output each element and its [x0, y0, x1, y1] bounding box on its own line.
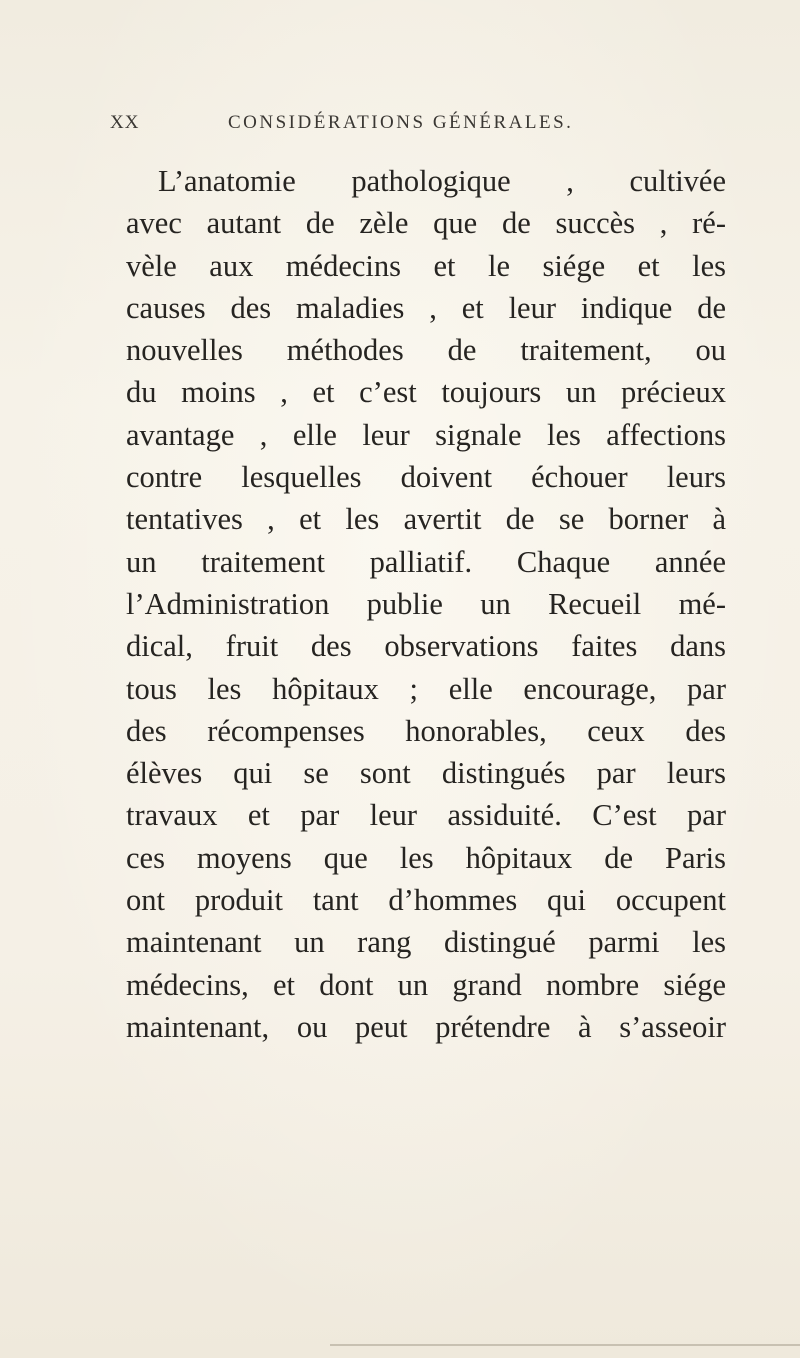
- text-line: l’Administration publie un Recueil mé-: [126, 586, 726, 621]
- running-title: CONSIDÉRATIONS GÉNÉRALES.: [228, 112, 574, 133]
- text-line: ont produit tant d’hommes qui occupent: [126, 883, 726, 918]
- text-line: avec autant de zèle que de succès , ré-: [126, 206, 726, 241]
- page-edge-rule: [330, 1344, 800, 1346]
- text-line: dical, fruit des observations faites dans: [126, 629, 726, 664]
- text-line: vèle aux médecins et le siége et les: [126, 248, 726, 283]
- text-line: du moins , et c’est toujours un précieux: [126, 375, 726, 410]
- text-line: tous les hôpitaux ; elle encourage, par: [126, 671, 726, 706]
- running-head: [110, 112, 710, 140]
- text-line: des récompenses honorables, ceux des: [126, 713, 726, 748]
- text-line: maintenant, ou peut prétendre à s’asseoir: [126, 1009, 726, 1044]
- text-line: contre lesquelles doivent échouer leurs: [126, 460, 726, 495]
- text-line: travaux et par leur assiduité. C’est par: [126, 798, 726, 833]
- body-paragraph: [126, 160, 726, 1048]
- text-line: médecins, et dont un grand nombre siége: [126, 967, 726, 1002]
- page-number: XX: [110, 112, 140, 133]
- text-line: tentatives , et les avertit de se borner à: [126, 502, 726, 537]
- text-line: maintenant un rang distingué parmi les: [126, 925, 726, 960]
- text-line: ces moyens que les hôpitaux de Paris: [126, 840, 726, 875]
- text-line: nouvelles méthodes de traitement, ou: [126, 333, 726, 368]
- text-line: L’anatomie pathologique , cultivée: [158, 164, 726, 198]
- text-line: un traitement palliatif. Chaque année: [126, 544, 726, 579]
- text-line: causes des maladies , et leur indique de: [126, 290, 726, 325]
- text-line: avantage , elle leur signale les affections: [126, 417, 726, 452]
- text-line: élèves qui se sont distingués par leurs: [126, 756, 726, 791]
